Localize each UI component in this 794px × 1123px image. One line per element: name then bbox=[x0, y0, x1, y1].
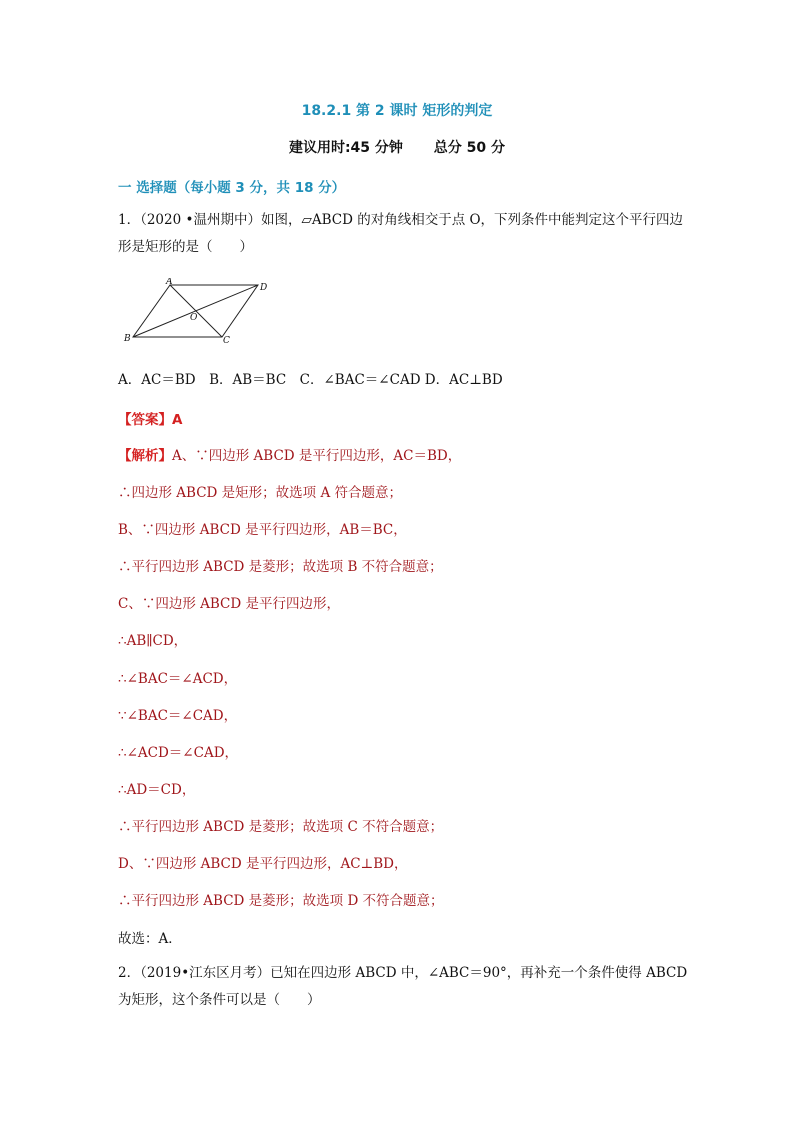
vertex-label-c: C bbox=[223, 336, 230, 346]
analysis-line-2: ∴四边形 ABCD 是矩形；故选项 A 符合题意； bbox=[118, 485, 402, 501]
question-2-stem: 2．（2019•江东区月考）已知在四边形 ABCD 中，∠ABC＝90°，再补充一个条件使得 ABCD 为矩形，这个条件可以是（ ） bbox=[118, 965, 688, 1008]
analysis-line-7: ∴∠BAC＝∠ACD， bbox=[118, 671, 238, 687]
analysis-line-3: B、∵四边形 ABCD 是平行四边形，AB＝BC， bbox=[118, 522, 407, 538]
answer-tag: 【答案】 bbox=[118, 412, 172, 428]
analysis-line-10: ∴AD＝CD， bbox=[118, 782, 196, 798]
suggested-time: 建议用时:45 分钟 bbox=[288, 140, 403, 156]
analysis-line-11: ∴平行四边形 ABCD 是菱形；故选项 C 不符合题意； bbox=[118, 819, 444, 835]
analysis-line-13: ∴平行四边形 ABCD 是菱形；故选项 D 不符合题意； bbox=[118, 893, 444, 909]
analysis-line-9: ∴∠ACD＝∠CAD， bbox=[118, 745, 239, 761]
analysis-line-6: ∴AB∥CD， bbox=[118, 633, 188, 649]
total-score: 总分 50 分 bbox=[433, 140, 506, 156]
page-title: 18.2.1 第 2 课时 矩形的判定 bbox=[301, 103, 493, 119]
analysis-line-4: ∴平行四边形 ABCD 是菱形；故选项 B 不符合题意； bbox=[118, 559, 443, 575]
section-heading: 一 选择题（每小题 3 分，共 18 分） bbox=[118, 180, 346, 196]
analysis-tag: 【解析】 bbox=[118, 448, 172, 464]
parallelogram-figure bbox=[120, 278, 280, 348]
center-label-o: O bbox=[190, 313, 198, 323]
question-1-stem: 1．（2020 •温州期中）如图，▱ABCD 的对角线相交于点 O，下列条件中能判定这个平行四边形是矩形的是（ ） bbox=[118, 212, 684, 255]
question-1-options: A．AC＝BD B．AB＝BC C．∠BAC＝∠CAD D．AC⊥BD bbox=[118, 372, 503, 388]
analysis-line-1 bbox=[118, 444, 461, 464]
analysis-line-5: C、∵四边形 ABCD 是平行四边形， bbox=[118, 596, 340, 612]
analysis-line-12: D、∵四边形 ABCD 是平行四边形，AC⊥BD， bbox=[118, 856, 408, 872]
conclusion-line: 故选：A． bbox=[118, 931, 182, 947]
analysis-text: A、∵四边形 ABCD 是平行四边形，AC＝BD， bbox=[172, 448, 462, 464]
vertex-label-a: A bbox=[166, 278, 173, 287]
answer-line bbox=[118, 408, 182, 428]
vertex-label-b: B bbox=[124, 334, 131, 344]
analysis-line-8: ∵∠BAC＝∠CAD， bbox=[118, 708, 238, 724]
exam-meta bbox=[0, 137, 794, 157]
answer-value: A bbox=[172, 412, 183, 428]
vertex-label-d: D bbox=[260, 283, 268, 293]
